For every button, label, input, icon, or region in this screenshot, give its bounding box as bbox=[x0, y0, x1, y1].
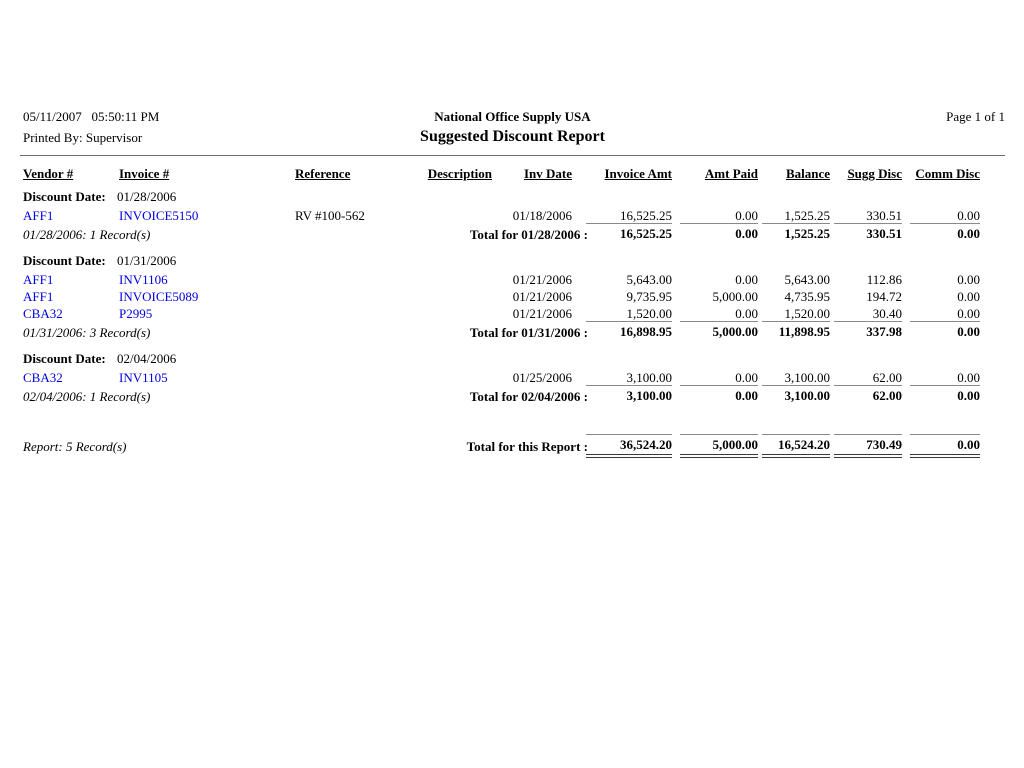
col-comm-disc: Comm Disc bbox=[915, 166, 980, 181]
vendor-link[interactable]: AFF1 bbox=[23, 272, 54, 287]
report-total-comm-disc: 0.00 bbox=[910, 434, 980, 458]
comm-disc-cell: 0.00 bbox=[957, 289, 980, 304]
comm-disc-cell: 0.00 bbox=[957, 272, 980, 287]
report-total-row bbox=[20, 434, 1005, 460]
invoice-link[interactable]: P2995 bbox=[119, 306, 153, 321]
inv-date-cell: 01/25/2006 bbox=[512, 370, 572, 385]
section-total-label: Total for 02/04/2006 : bbox=[469, 389, 588, 404]
report-title-row bbox=[20, 129, 1005, 151]
total-amt-paid: 0.00 bbox=[680, 223, 758, 242]
report-total-label: Total for this Report : bbox=[466, 439, 588, 454]
total-comm-disc: 0.00 bbox=[910, 385, 980, 404]
sugg-disc-cell: 330.51 bbox=[866, 208, 902, 223]
sugg-disc-cell: 62.00 bbox=[872, 370, 902, 385]
vendor-link[interactable]: CBA32 bbox=[23, 306, 63, 321]
total-invoice-amt: 16,898.95 bbox=[586, 321, 672, 340]
invoice-link[interactable]: INVOICE5150 bbox=[119, 208, 199, 223]
section-total-label: Total for 01/31/2006 : bbox=[469, 325, 588, 340]
total-sugg-disc: 337.98 bbox=[834, 321, 902, 340]
col-inv-date: Inv Date bbox=[523, 166, 572, 181]
record-count-note: 02/04/2006: 1 Record(s) bbox=[23, 389, 151, 404]
total-balance: 3,100.00 bbox=[762, 385, 830, 404]
column-header-row bbox=[20, 166, 1005, 184]
company-name: National Office Supply USA bbox=[434, 109, 591, 124]
total-amt-paid: 0.00 bbox=[680, 385, 758, 404]
inv-date-cell: 01/18/2006 bbox=[512, 208, 572, 223]
discount-date-value: 01/31/2006 bbox=[117, 253, 177, 268]
record-count-note: 01/28/2006: 1 Record(s) bbox=[23, 227, 151, 242]
amt-paid-cell: 0.00 bbox=[735, 370, 758, 385]
section-total-row bbox=[20, 385, 1005, 407]
amt-paid-cell: 0.00 bbox=[735, 306, 758, 321]
balance-cell: 5,643.00 bbox=[784, 272, 830, 287]
total-balance: 11,898.95 bbox=[762, 321, 830, 340]
discount-date-value: 01/28/2006 bbox=[117, 189, 177, 204]
page-number: Page 1 of 1 bbox=[946, 109, 1005, 124]
comm-disc-cell: 0.00 bbox=[957, 370, 980, 385]
invoice-amt-cell: 5,643.00 bbox=[626, 272, 672, 287]
balance-cell: 1,520.00 bbox=[784, 306, 830, 321]
col-vendor: Vendor # bbox=[23, 166, 74, 181]
invoice-amt-cell: 9,735.95 bbox=[626, 289, 672, 304]
col-invoice: Invoice # bbox=[119, 166, 170, 181]
sugg-disc-cell: 30.40 bbox=[872, 306, 902, 321]
col-reference: Reference bbox=[295, 166, 351, 181]
inv-date-cell: 01/21/2006 bbox=[512, 272, 572, 287]
inv-date-cell: 01/21/2006 bbox=[512, 306, 572, 321]
report-total-invoice-amt: 36,524.20 bbox=[586, 434, 672, 458]
page-title: Suggested Discount Report bbox=[420, 128, 605, 145]
total-sugg-disc: 62.00 bbox=[834, 385, 902, 404]
report-total-amt-paid: 5,000.00 bbox=[680, 434, 758, 458]
comm-disc-cell: 0.00 bbox=[957, 306, 980, 321]
balance-cell: 4,735.95 bbox=[784, 289, 830, 304]
vendor-link[interactable]: AFF1 bbox=[23, 289, 54, 304]
total-invoice-amt: 3,100.00 bbox=[586, 385, 672, 404]
col-invoice-amt: Invoice Amt bbox=[604, 166, 672, 181]
section-total-row bbox=[20, 321, 1005, 343]
amt-paid-cell: 5,000.00 bbox=[712, 289, 758, 304]
report-page bbox=[20, 0, 1005, 768]
sugg-disc-cell: 112.86 bbox=[866, 272, 902, 287]
amt-paid-cell: 0.00 bbox=[735, 208, 758, 223]
col-description: Description bbox=[427, 166, 492, 181]
section-header bbox=[20, 253, 1005, 271]
inv-date-cell: 01/21/2006 bbox=[512, 289, 572, 304]
vendor-link[interactable]: CBA32 bbox=[23, 370, 63, 385]
total-balance: 1,525.25 bbox=[762, 223, 830, 242]
section-header bbox=[20, 189, 1005, 207]
printed-datetime: 05/11/2007 05:50:11 PM bbox=[23, 109, 160, 124]
total-invoice-amt: 16,525.25 bbox=[586, 223, 672, 242]
invoice-amt-cell: 1,520.00 bbox=[626, 306, 672, 321]
reference-cell: RV #100-562 bbox=[295, 208, 365, 223]
table-row bbox=[20, 289, 1005, 307]
report-total-balance: 16,524.20 bbox=[762, 434, 830, 458]
amt-paid-cell: 0.00 bbox=[735, 272, 758, 287]
header-divider bbox=[20, 155, 1005, 156]
discount-date-value: 02/04/2006 bbox=[117, 351, 177, 366]
printed-by: Printed By: Supervisor bbox=[23, 130, 143, 145]
report-header-row1 bbox=[20, 109, 1005, 127]
balance-cell: 1,525.25 bbox=[784, 208, 830, 223]
invoice-link[interactable]: INVOICE5089 bbox=[119, 289, 199, 304]
report-total-sugg-disc: 730.49 bbox=[834, 434, 902, 458]
invoice-amt-cell: 16,525.25 bbox=[620, 208, 672, 223]
invoice-link[interactable]: INV1106 bbox=[119, 272, 168, 287]
discount-date-label: Discount Date: bbox=[23, 189, 106, 204]
total-sugg-disc: 330.51 bbox=[834, 223, 902, 242]
table-row bbox=[20, 272, 1005, 290]
invoice-link[interactable]: INV1105 bbox=[119, 370, 168, 385]
vendor-link[interactable]: AFF1 bbox=[23, 208, 54, 223]
invoice-amt-cell: 3,100.00 bbox=[626, 370, 672, 385]
sugg-disc-cell: 194.72 bbox=[866, 289, 902, 304]
col-amt-paid: Amt Paid bbox=[704, 166, 758, 181]
section-total-label: Total for 01/28/2006 : bbox=[469, 227, 588, 242]
discount-date-label: Discount Date: bbox=[23, 351, 106, 366]
section-header bbox=[20, 351, 1005, 369]
balance-cell: 3,100.00 bbox=[784, 370, 830, 385]
comm-disc-cell: 0.00 bbox=[957, 208, 980, 223]
report-record-count: Report: 5 Record(s) bbox=[23, 439, 127, 454]
section-total-row bbox=[20, 223, 1005, 245]
discount-date-label: Discount Date: bbox=[23, 253, 106, 268]
record-count-note: 01/31/2006: 3 Record(s) bbox=[23, 325, 151, 340]
col-balance: Balance bbox=[785, 166, 830, 181]
col-sugg-disc: Sugg Disc bbox=[847, 166, 902, 181]
total-comm-disc: 0.00 bbox=[910, 223, 980, 242]
total-comm-disc: 0.00 bbox=[910, 321, 980, 340]
total-amt-paid: 5,000.00 bbox=[680, 321, 758, 340]
